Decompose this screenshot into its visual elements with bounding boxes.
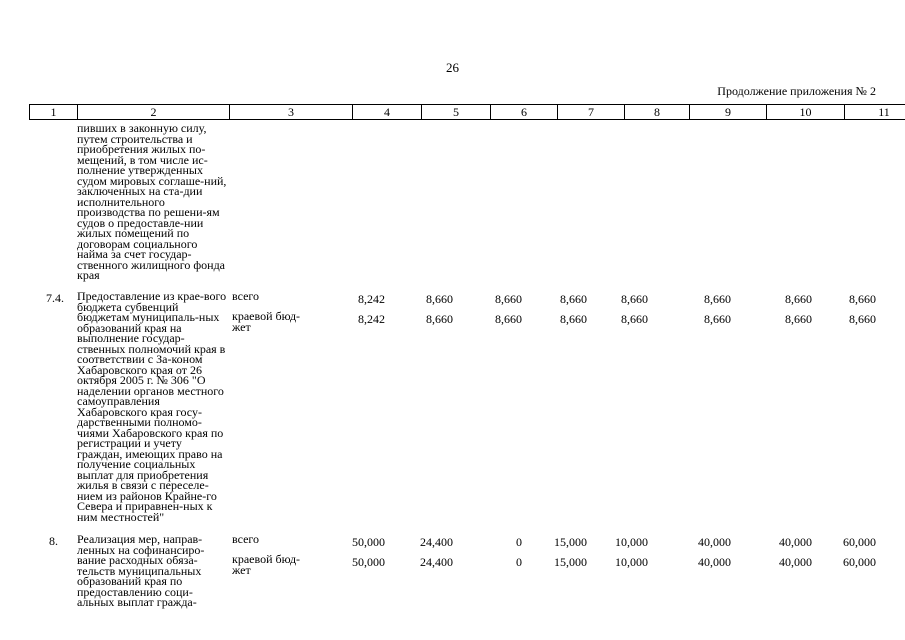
value-cell: 60,000 [843,555,876,569]
value-cell: 8,660 [621,292,648,306]
value-cell: 8,242 [358,312,385,326]
value-cell: 10,000 [615,535,648,549]
value-cell: 15,000 [554,555,587,569]
value-cell: 8,660 [495,292,522,306]
col-header-3: 3 [230,105,353,120]
value-cell: 40,000 [698,555,731,569]
source-label: краевой бюд-жет [232,309,301,334]
value-cell: 8,660 [785,312,812,326]
value-cell: 8,660 [560,312,587,326]
value-cell: 8,660 [704,312,731,326]
value-cell: 0 [516,555,522,569]
value-cell: 50,000 [352,535,385,549]
col-header-10: 10 [767,105,845,120]
value-cell: 24,400 [420,555,453,569]
source-label: всего [232,289,260,303]
page-number: 26 [446,60,459,75]
value-cell: 8,660 [621,312,648,326]
row-description: Предоставление из крае-вого бюджета субвенций бюджетам муниципаль-ных образований края на выполнение государ-ственных полномочий края в соответствии с За-коном Хабаровского края от 26 октября 2005 г. № 306 "О наделении органов местного самоуправления Хабаровского края госу-дарственными полномо-чиями Хабаровского края по регистрации и учету граждан, имеющих право на получение социальных выплат для приобретения жилья в связи с переселе-нием из районов Крайне-го Севера и приравнен-ных к ним местностей" [77,289,227,524]
row-number: 7.4. [46,291,64,305]
value-cell: 10,000 [615,555,648,569]
value-cell: 40,000 [698,535,731,549]
col-header-1: 1 [30,105,78,120]
continued-description: пивших в законную силу, путем строительства и приобретения жилых по-мещений, в том числе ис-полнение утвержденных судом мировых соглаше-ний, заключенных на ста-дии исполнительного производства по решени-ям судов о предоставле-нии жилых помещений по договорам социального найма за счет государ-ственного жилищного фонда края [77,121,227,282]
col-header-2: 2 [78,105,230,120]
header-table [29,104,905,120]
col-header-7: 7 [558,105,625,120]
value-cell: 0 [516,535,522,549]
continuation-label: Продолжение приложения № 2 [717,84,876,98]
col-header-8: 8 [625,105,690,120]
col-header-4: 4 [353,105,422,120]
value-cell: 15,000 [554,535,587,549]
value-cell: 24,400 [420,535,453,549]
value-cell: 8,660 [704,292,731,306]
source-label: всего [232,532,260,546]
value-cell: 8,660 [560,292,587,306]
value-cell: 8,660 [426,312,453,326]
col-header-9: 9 [690,105,767,120]
row-number: 8. [49,534,58,548]
col-header-6: 6 [491,105,558,120]
row-description: Реализация мер, направ-ленных на софинансиро-вание расходных обяза-тельств муниципальных образований края по предоставлению соци-альных выплат гражда- [77,532,205,609]
value-cell: 8,660 [785,292,812,306]
value-cell: 8,660 [849,312,876,326]
source-label: краевой бюд-жет [232,552,301,577]
value-cell: 40,000 [779,535,812,549]
value-cell: 8,660 [495,312,522,326]
value-cell: 50,000 [352,555,385,569]
header-row [30,105,905,120]
value-cell: 60,000 [843,535,876,549]
value-cell: 8,660 [849,292,876,306]
col-header-11: 11 [845,105,905,120]
value-cell: 8,242 [358,292,385,306]
value-cell: 40,000 [779,555,812,569]
value-cell: 8,660 [426,292,453,306]
col-header-5: 5 [422,105,491,120]
